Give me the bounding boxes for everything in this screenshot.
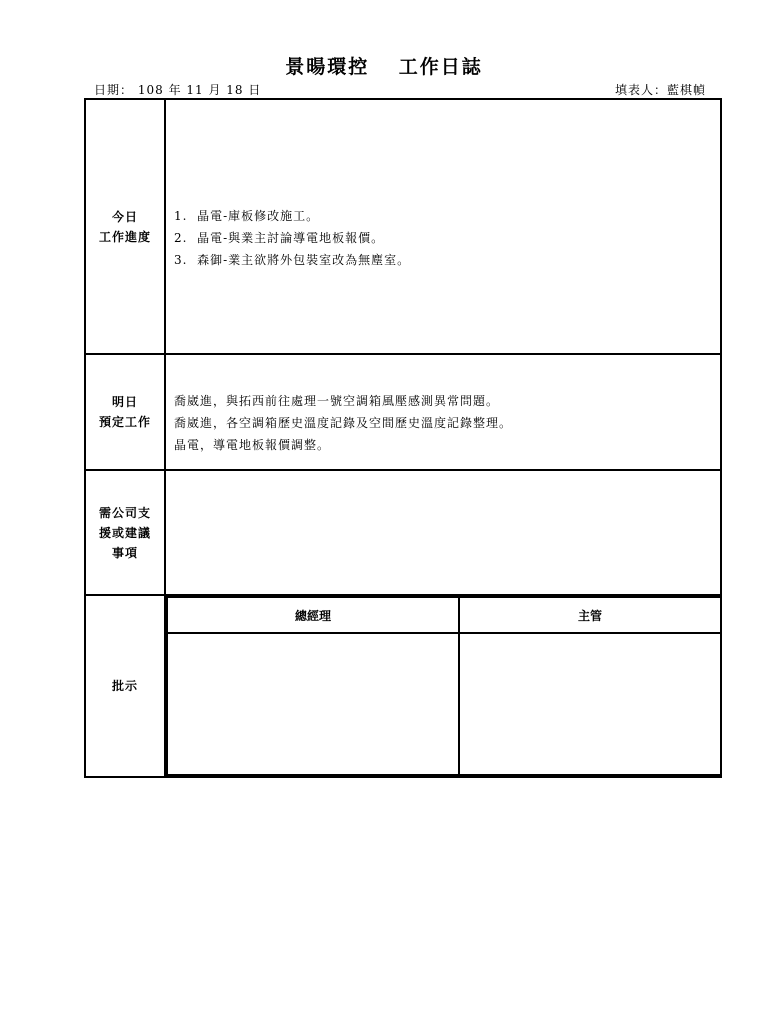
approval-grid <box>166 596 722 776</box>
tomorrow-item: 晶電，導電地板報價調整。 <box>174 438 331 452</box>
approval-label: 批示 <box>85 595 165 777</box>
work-log-table <box>84 98 722 778</box>
approval-content <box>165 595 721 777</box>
today-label-line2: 工作進度 <box>98 229 151 244</box>
date-label: 日期： <box>94 83 134 97</box>
supervisor-header: 主管 <box>459 597 721 633</box>
tomorrow-item: 喬崴進，與拓西前往處理一號空調箱風壓感測異常問題。 <box>174 394 500 408</box>
supervisor-signature-box <box>459 633 721 775</box>
today-item: 1. 晶電-庫板修改施工。 <box>174 208 320 223</box>
today-label-line1: 今日 <box>111 209 138 224</box>
today-row <box>85 99 721 354</box>
today-label <box>85 99 165 354</box>
support-label-line2: 援或建議 <box>98 525 151 540</box>
support-label-line3: 事項 <box>111 545 138 560</box>
tomorrow-item: 喬崴進，各空調箱歷史溫度記錄及空間歷史溫度記錄整理。 <box>174 416 513 430</box>
date-field <box>94 81 261 98</box>
general-manager-signature-box <box>167 633 459 775</box>
today-item: 3. 森御-業主欲將外包裝室改為無塵室。 <box>174 252 411 267</box>
general-manager-header: 總經理 <box>167 597 459 633</box>
tomorrow-content <box>165 354 721 470</box>
support-label-line1: 需公司支 <box>98 505 151 520</box>
tomorrow-label <box>85 354 165 470</box>
tomorrow-label-line1: 明日 <box>111 395 138 409</box>
filler-label: 填表人： <box>614 83 667 97</box>
page-title: 景暘環控 工作日誌 <box>285 56 483 78</box>
filler-field <box>615 81 706 98</box>
meta-row <box>94 81 706 97</box>
approval-row <box>85 595 721 777</box>
tomorrow-row <box>85 354 721 470</box>
support-label <box>85 470 165 595</box>
support-row <box>85 470 721 595</box>
support-content <box>165 470 721 595</box>
date-value: 108 年 11 月 18 日 <box>137 83 262 97</box>
filler-name: 藍棋幀 <box>666 83 706 97</box>
tomorrow-label-line2: 預定工作 <box>98 415 151 429</box>
today-content <box>165 99 721 354</box>
today-item: 2. 晶電-與業主討論導電地板報價。 <box>174 230 385 245</box>
